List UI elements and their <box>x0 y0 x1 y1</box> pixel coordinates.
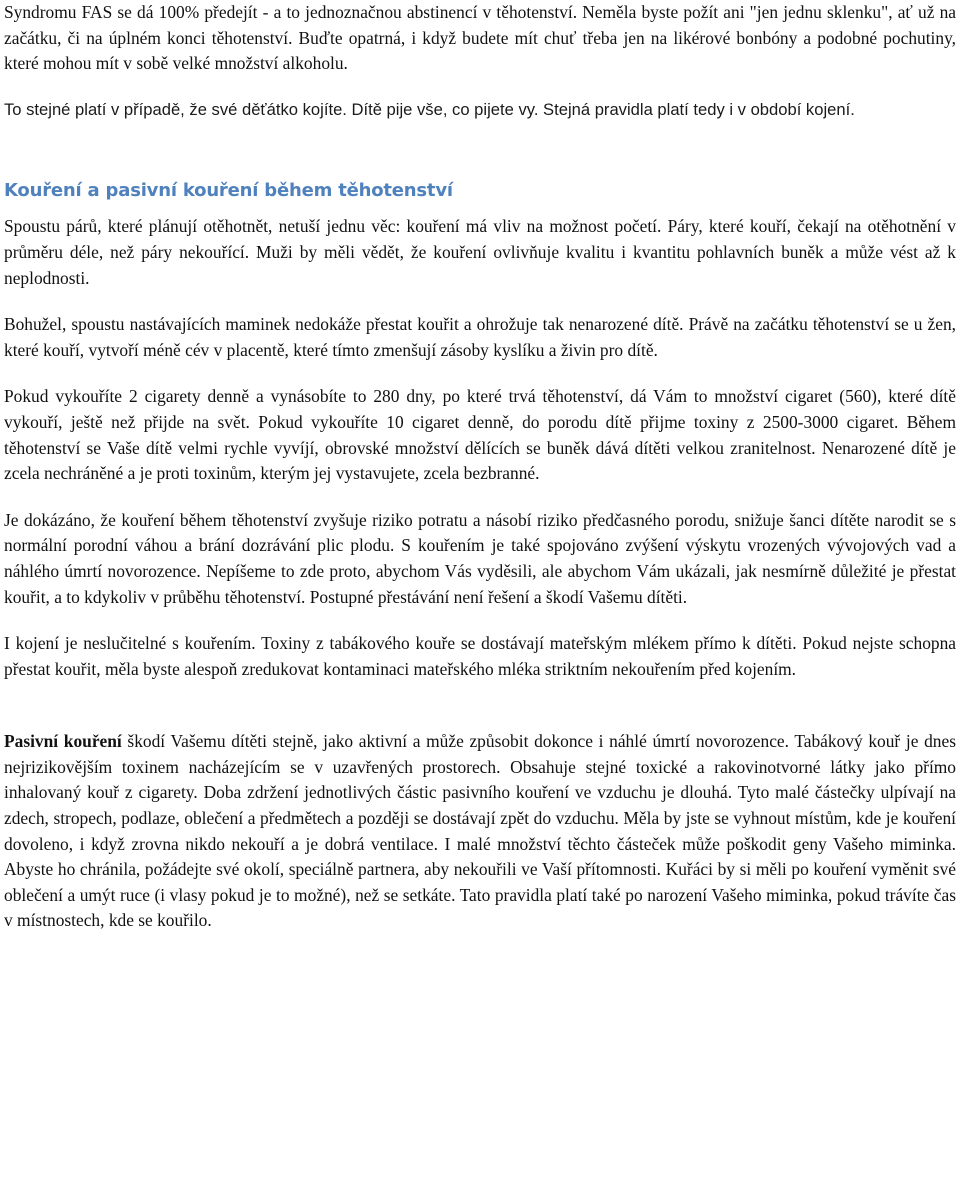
section-heading: Kouření a pasivní kouření během těhotenství <box>4 180 453 202</box>
paragraph-fertility: Spoustu párů, které plánují otěhotnět, netuší jednu věc: kouření má vliv na možnost početí. Páry, které kouří, čekají na otěhotnění v průměru déle, než páry nekouřící. Muži by měli vědět, že kouření ovlivňuje kvalitu i kvantitu pohlavních buněk a může vést až k neplodnosti. <box>4 216 956 288</box>
passive-smoking-term: Pasivní kouření <box>4 731 122 752</box>
passive-smoking-text: škodí Vašemu dítěti stejně, jako aktivní a může způsobit dokonce i náhlé úmrtí novorozence. Tabákový kouř je dnes nejrizikovějším toxinem nacházejícím se v uzavřených prostorech. Obsahuje stejné toxické a rakovinotvorné látky jako přímo inhalovaný kouř z cigarety. Doba zdržení jednotlivých částic pasivního kouření ve vzduchu je dlouhá. Tyto malé částečky ulpívají na zdech, stropech, podlaze, oblečení a předmětech a později se dostávají zpět do vzduchu. Měla by jste se vyhnout místům, kde je kouření dovoleno, i když zrovna nikdo nekouří a je dobrá ventilace. I malé množství těchto částeček může poškodit geny Vašeho miminka. Abyste ho chránila, požádejte své okolí, speciálně partnera, aby nekouřili ve Vaší přítomnosti. Kuřáci by si měli po kouření vyměnit své oblečení a umýt ruce (i vlasy pokud je to možné), než se setkáte. Tato pravidla platí také po narození Vašeho miminka, pokud trávíte čas v místnostech, kde se kouřilo. <box>4 731 956 931</box>
paragraph-placenta: Bohužel, spoustu nastávajících maminek nedokáže přestat kouřit a ohrožuje tak nenarozené dítě. Právě na začátku těhotenství se u žen, které kouří, vytvoří méně cév v placentě, které tímto zmenšují zásoby kyslíku a živin pro dítě. <box>4 314 956 360</box>
paragraph-passive-smoking <box>4 729 956 934</box>
paragraph-breastfeeding-smoking: I kojení je neslučitelné s kouřením. Toxiny z tabákového kouře se dostávají mateřským mlékem přímo k dítěti. Pokud nejste schopna přestat kouřit, měla byste alespoň zredukovat kontaminaci mateřského mléka striktním nekouřením před kojením. <box>4 633 956 679</box>
paragraph-cigarettes: Pokud vykouříte 2 cigarety denně a vynásobíte to 280 dny, po které trvá těhotenství, dá Vám to množství cigaret (560), které dítě vykouří, ještě než přijde na svět. Pokud vykouříte 10 cigaret denně, do porodu dítě přijme toxiny z 2500-3000 cigaret. Během těhotenství se Vaše dítě velmi rychle vyvíjí, obrovské množství dělících se buněk dává dítěti velkou zranitelnost. Nenarozené dítě je zcela nechráněné a je proti toxinům, kterým jej vystavujete, zcela bezbranné. <box>4 386 956 484</box>
paragraph-risks: Je dokázáno, že kouření během těhotenství zvyšuje riziko potratu a násobí riziko předčasného porodu, snižuje šanci dítěte narodit se s normální porodní váhou a brání dozrávání plic plodu. S kouřením je také spojováno zvýšení výskytu vrozených vývojových vad a náhlého úmrtí novorozence. Nepíšeme to zde proto, abychom Vás vyděsili, ale abychom Vám ukázali, jak nesmírně důležité je přestat kouřit, a to kdykoliv v průběhu těhotenství. Postupné přestávání není řešení a škodí Vašemu dítěti. <box>4 509 956 607</box>
paragraph-breastfeeding: To stejné platí v případě, že své děťátko kojíte. Dítě pije vše, co pijete vy. Stejná pravidla platí tedy i v období kojení. <box>4 99 855 119</box>
document-page <box>4 0 956 934</box>
paragraph-fas: Syndromu FAS se dá 100% předejít - a to jednoznačnou abstinencí v těhotenství. Neměla byste požít ani "jen jednu sklenku", ať už na začátku, či na úplném konci těhotenství. Buďte opatrná, i když budete mít chuť třeba jen na likérové bonbóny a podobné pochutiny, které mohou mít v sobě velké množství alkoholu. <box>4 2 956 74</box>
